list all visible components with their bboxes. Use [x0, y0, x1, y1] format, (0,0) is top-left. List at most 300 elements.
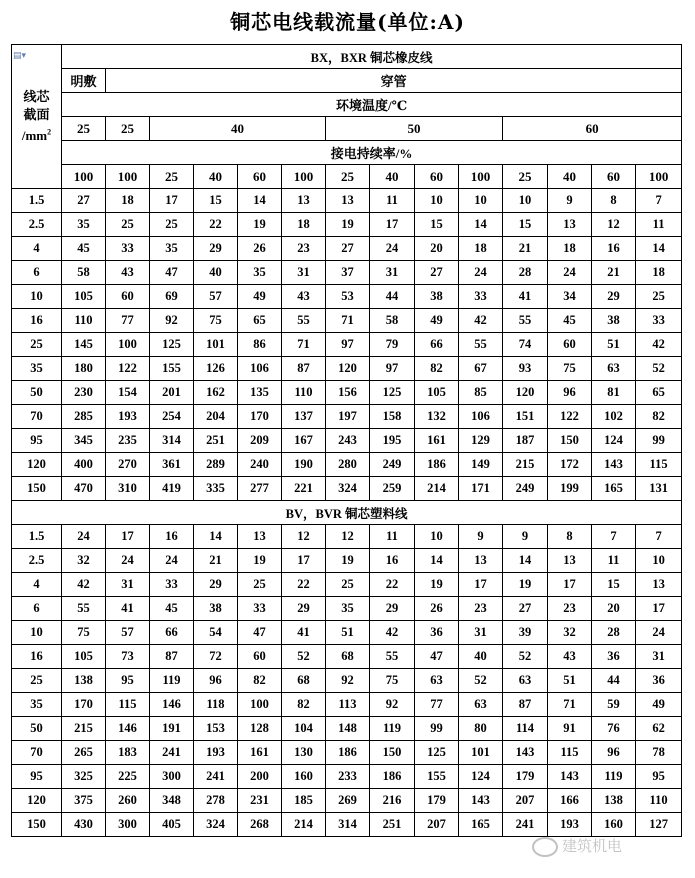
ampacity-cell: 26 [415, 597, 459, 621]
table-row [12, 213, 682, 237]
ampacity-cell: 143 [548, 765, 592, 789]
ampacity-cell: 193 [106, 405, 150, 429]
ampacity-cell: 60 [106, 285, 150, 309]
table-row [12, 477, 682, 501]
ampacity-cell: 269 [326, 789, 370, 813]
duty-value-cell: 25 [326, 165, 370, 189]
table-row [12, 285, 682, 309]
ampacity-cell: 160 [592, 813, 636, 837]
cross-section-cell: 120 [12, 453, 62, 477]
header-mingfu: 明敷 [62, 69, 106, 93]
ampacity-cell: 19 [238, 213, 282, 237]
table-row [12, 669, 682, 693]
ampacity-cell: 216 [370, 789, 415, 813]
ampacity-cell: 28 [503, 261, 548, 285]
ampacity-cell: 39 [503, 621, 548, 645]
ampacity-table [11, 44, 682, 837]
ampacity-cell: 143 [592, 453, 636, 477]
ampacity-cell: 69 [150, 285, 194, 309]
ampacity-cell: 18 [282, 213, 326, 237]
ampacity-cell: 21 [503, 237, 548, 261]
ampacity-cell: 17 [106, 525, 150, 549]
ampacity-cell: 42 [459, 309, 503, 333]
temp-cell: 40 [150, 117, 326, 141]
ampacity-cell: 25 [326, 573, 370, 597]
ampacity-cell: 35 [238, 261, 282, 285]
ampacity-cell: 124 [592, 429, 636, 453]
ampacity-cell: 36 [592, 645, 636, 669]
ampacity-cell: 100 [106, 333, 150, 357]
ampacity-cell: 32 [62, 549, 106, 573]
ampacity-cell: 66 [150, 621, 194, 645]
ampacity-cell: 18 [548, 237, 592, 261]
ampacity-cell: 150 [548, 429, 592, 453]
duty-value-cell: 25 [150, 165, 194, 189]
ampacity-cell: 24 [459, 261, 503, 285]
ampacity-cell: 17 [459, 573, 503, 597]
ampacity-cell: 32 [548, 621, 592, 645]
ampacity-cell: 215 [503, 453, 548, 477]
ampacity-cell: 135 [238, 381, 282, 405]
ampacity-cell: 77 [415, 693, 459, 717]
ampacity-cell: 9 [503, 525, 548, 549]
ampacity-cell: 92 [370, 693, 415, 717]
duty-value-cell: 60 [415, 165, 459, 189]
ampacity-cell: 16 [150, 525, 194, 549]
duty-value-cell: 100 [106, 165, 150, 189]
ampacity-cell: 300 [106, 813, 150, 837]
ampacity-cell: 49 [415, 309, 459, 333]
ampacity-cell: 151 [503, 405, 548, 429]
ampacity-cell: 119 [150, 669, 194, 693]
ampacity-cell: 45 [548, 309, 592, 333]
ampacity-cell: 170 [62, 693, 106, 717]
ampacity-cell: 105 [62, 645, 106, 669]
ampacity-cell: 14 [238, 189, 282, 213]
section-title-bx: BX，BXR 铜芯橡皮线 [62, 45, 682, 69]
table-row [12, 333, 682, 357]
ampacity-cell: 33 [459, 285, 503, 309]
ampacity-cell: 49 [238, 285, 282, 309]
ampacity-cell: 31 [459, 621, 503, 645]
page-title: 铜芯电线载流量(单位:A) [230, 10, 465, 34]
cross-section-cell: 35 [12, 693, 62, 717]
ampacity-cell: 77 [106, 309, 150, 333]
ampacity-cell: 110 [62, 309, 106, 333]
ampacity-cell: 10 [503, 189, 548, 213]
ampacity-cell: 118 [194, 693, 238, 717]
ampacity-cell: 221 [282, 477, 326, 501]
section-row-bv [12, 501, 682, 525]
ampacity-cell: 15 [415, 213, 459, 237]
ampacity-cell: 25 [106, 213, 150, 237]
ampacity-cell: 78 [636, 741, 682, 765]
ampacity-cell: 280 [326, 453, 370, 477]
ampacity-cell: 149 [459, 453, 503, 477]
ampacity-cell: 96 [592, 741, 636, 765]
ampacity-cell: 18 [636, 261, 682, 285]
ampacity-cell: 20 [415, 237, 459, 261]
ampacity-cell: 22 [282, 573, 326, 597]
ampacity-cell: 58 [370, 309, 415, 333]
ampacity-cell: 155 [415, 765, 459, 789]
ampacity-cell: 419 [150, 477, 194, 501]
ampacity-cell: 71 [548, 693, 592, 717]
ampacity-cell: 28 [592, 621, 636, 645]
ampacity-cell: 156 [326, 381, 370, 405]
ampacity-cell: 97 [326, 333, 370, 357]
ampacity-cell: 16 [592, 237, 636, 261]
ampacity-cell: 17 [548, 573, 592, 597]
ampacity-cell: 15 [194, 189, 238, 213]
ampacity-cell: 65 [238, 309, 282, 333]
ampacity-cell: 52 [459, 669, 503, 693]
ampacity-cell: 314 [326, 813, 370, 837]
ampacity-cell: 125 [370, 381, 415, 405]
ampacity-cell: 124 [459, 765, 503, 789]
cross-section-cell: 2.5 [12, 549, 62, 573]
ampacity-cell: 102 [592, 405, 636, 429]
ampacity-cell: 58 [62, 261, 106, 285]
ampacity-cell: 75 [548, 357, 592, 381]
ampacity-cell: 260 [106, 789, 150, 813]
ampacity-cell: 11 [370, 189, 415, 213]
table-row [12, 717, 682, 741]
ampacity-cell: 154 [106, 381, 150, 405]
ampacity-cell: 53 [326, 285, 370, 309]
table-row [12, 573, 682, 597]
ampacity-cell: 119 [370, 717, 415, 741]
ampacity-cell: 80 [459, 717, 503, 741]
cross-section-cell: 50 [12, 717, 62, 741]
ampacity-cell: 122 [106, 357, 150, 381]
ampacity-cell: 38 [194, 597, 238, 621]
table-row [12, 261, 682, 285]
ampacity-cell: 22 [370, 573, 415, 597]
ampacity-cell: 166 [548, 789, 592, 813]
ampacity-cell: 62 [636, 717, 682, 741]
cross-section-cell: 35 [12, 357, 62, 381]
ampacity-cell: 335 [194, 477, 238, 501]
ampacity-cell: 18 [459, 237, 503, 261]
ampacity-cell: 160 [282, 765, 326, 789]
ampacity-cell: 81 [592, 381, 636, 405]
table-row [12, 693, 682, 717]
table-row [12, 789, 682, 813]
cross-section-cell: 10 [12, 285, 62, 309]
ampacity-cell: 17 [150, 189, 194, 213]
ampacity-cell: 47 [238, 621, 282, 645]
ampacity-cell: 105 [62, 285, 106, 309]
ampacity-cell: 75 [62, 621, 106, 645]
ampacity-cell: 270 [106, 453, 150, 477]
ampacity-cell: 310 [106, 477, 150, 501]
ampacity-cell: 19 [503, 573, 548, 597]
ampacity-cell: 268 [238, 813, 282, 837]
ampacity-cell: 51 [592, 333, 636, 357]
ampacity-cell: 63 [592, 357, 636, 381]
ampacity-cell: 191 [150, 717, 194, 741]
watermark [532, 835, 622, 857]
ampacity-cell: 165 [592, 477, 636, 501]
ampacity-cell: 45 [62, 237, 106, 261]
ampacity-cell: 249 [503, 477, 548, 501]
ampacity-cell: 92 [326, 669, 370, 693]
cross-section-cell: 16 [12, 309, 62, 333]
ampacity-cell: 10 [415, 525, 459, 549]
ampacity-cell: 12 [326, 525, 370, 549]
ampacity-cell: 74 [503, 333, 548, 357]
ampacity-cell: 57 [106, 621, 150, 645]
ampacity-cell: 99 [636, 429, 682, 453]
ampacity-cell: 29 [592, 285, 636, 309]
ampacity-cell: 180 [62, 357, 106, 381]
ampacity-cell: 66 [415, 333, 459, 357]
table-row [12, 813, 682, 837]
duty-values-row [12, 165, 682, 189]
ampacity-cell: 35 [150, 237, 194, 261]
ampacity-cell: 300 [150, 765, 194, 789]
ampacity-cell: 200 [238, 765, 282, 789]
ampacity-cell: 86 [238, 333, 282, 357]
ampacity-cell: 233 [326, 765, 370, 789]
ampacity-cell: 35 [326, 597, 370, 621]
ampacity-cell: 11 [370, 525, 415, 549]
ampacity-cell: 24 [62, 525, 106, 549]
ampacity-cell: 127 [636, 813, 682, 837]
ampacity-cell: 129 [459, 429, 503, 453]
duty-value-cell: 100 [282, 165, 326, 189]
ampacity-cell: 51 [548, 669, 592, 693]
ampacity-cell: 47 [150, 261, 194, 285]
ampacity-cell: 158 [370, 405, 415, 429]
ampacity-cell: 114 [503, 717, 548, 741]
corner-label-section: 截面 [23, 106, 50, 122]
ampacity-cell: 324 [194, 813, 238, 837]
ampacity-cell: 19 [238, 549, 282, 573]
ampacity-cell: 44 [592, 669, 636, 693]
ampacity-cell: 199 [548, 477, 592, 501]
ampacity-cell: 33 [106, 237, 150, 261]
ampacity-cell: 14 [194, 525, 238, 549]
table-row [12, 429, 682, 453]
ampacity-cell: 249 [370, 453, 415, 477]
ampacity-cell: 35 [62, 213, 106, 237]
ampacity-cell: 153 [194, 717, 238, 741]
ampacity-cell: 14 [459, 213, 503, 237]
ampacity-cell: 18 [106, 189, 150, 213]
ampacity-cell: 63 [415, 669, 459, 693]
ampacity-cell: 82 [238, 669, 282, 693]
ampacity-cell: 17 [282, 549, 326, 573]
ampacity-cell: 190 [282, 453, 326, 477]
duty-value-cell: 40 [370, 165, 415, 189]
ampacity-cell: 16 [370, 549, 415, 573]
ampacity-cell: 97 [370, 357, 415, 381]
ampacity-cell: 23 [548, 597, 592, 621]
ampacity-cell: 25 [150, 213, 194, 237]
ampacity-cell: 24 [548, 261, 592, 285]
cross-section-cell: 4 [12, 237, 62, 261]
ampacity-cell: 155 [150, 357, 194, 381]
ampacity-cell: 31 [370, 261, 415, 285]
ampacity-cell: 82 [636, 405, 682, 429]
ampacity-cell: 138 [592, 789, 636, 813]
ampacity-cell: 405 [150, 813, 194, 837]
ampacity-cell: 201 [150, 381, 194, 405]
ampacity-cell: 27 [503, 597, 548, 621]
ampacity-cell: 185 [282, 789, 326, 813]
table-row [12, 189, 682, 213]
duty-value-cell: 100 [636, 165, 682, 189]
ampacity-cell: 345 [62, 429, 106, 453]
ampacity-cell: 179 [415, 789, 459, 813]
ampacity-cell: 195 [370, 429, 415, 453]
ampacity-cell: 240 [238, 453, 282, 477]
ampacity-cell: 171 [459, 477, 503, 501]
ampacity-cell: 29 [282, 597, 326, 621]
table-row [12, 597, 682, 621]
ampacity-cell: 179 [503, 765, 548, 789]
ampacity-cell: 52 [282, 645, 326, 669]
ampacity-cell: 278 [194, 789, 238, 813]
ampacity-cell: 33 [238, 597, 282, 621]
ampacity-cell: 193 [548, 813, 592, 837]
ampacity-cell: 120 [503, 381, 548, 405]
table-handle-icon[interactable]: ▤▾ [13, 50, 27, 60]
ampacity-cell: 231 [238, 789, 282, 813]
ampacity-cell: 13 [238, 525, 282, 549]
ampacity-cell: 186 [326, 741, 370, 765]
ampacity-cell: 10 [459, 189, 503, 213]
ampacity-cell: 348 [150, 789, 194, 813]
ampacity-cell: 100 [238, 693, 282, 717]
ampacity-cell: 241 [194, 765, 238, 789]
ampacity-cell: 26 [238, 237, 282, 261]
duty-value-cell: 25 [503, 165, 548, 189]
ampacity-cell: 14 [503, 549, 548, 573]
ampacity-cell: 19 [415, 573, 459, 597]
ampacity-cell: 161 [238, 741, 282, 765]
ampacity-cell: 7 [592, 525, 636, 549]
ampacity-cell: 113 [326, 693, 370, 717]
ampacity-cell: 24 [370, 237, 415, 261]
ampacity-cell: 27 [326, 237, 370, 261]
cross-section-cell: 70 [12, 405, 62, 429]
cross-section-cell: 1.5 [12, 525, 62, 549]
duty-value-cell: 40 [548, 165, 592, 189]
ampacity-cell: 14 [636, 237, 682, 261]
ampacity-cell: 138 [62, 669, 106, 693]
ampacity-cell: 400 [62, 453, 106, 477]
ampacity-cell: 104 [282, 717, 326, 741]
wechat-logo-icon [532, 837, 558, 857]
cross-section-cell: 120 [12, 789, 62, 813]
ampacity-cell: 214 [415, 477, 459, 501]
ampacity-cell: 24 [636, 621, 682, 645]
ampacity-cell: 85 [459, 381, 503, 405]
ampacity-cell: 95 [636, 765, 682, 789]
ampacity-cell: 29 [194, 237, 238, 261]
ampacity-cell: 29 [194, 573, 238, 597]
ampacity-cell: 110 [282, 381, 326, 405]
ampacity-cell: 12 [282, 525, 326, 549]
ampacity-cell: 161 [415, 429, 459, 453]
ampacity-cell: 82 [282, 693, 326, 717]
ampacity-cell: 106 [238, 357, 282, 381]
ampacity-cell: 23 [282, 237, 326, 261]
ampacity-cell: 259 [370, 477, 415, 501]
ampacity-cell: 13 [548, 213, 592, 237]
ampacity-cell: 22 [194, 213, 238, 237]
cross-section-header [12, 45, 62, 189]
ampacity-cell: 96 [548, 381, 592, 405]
temp-cell: 25 [62, 117, 106, 141]
ampacity-cell: 167 [282, 429, 326, 453]
ampacity-cell: 106 [459, 405, 503, 429]
ampacity-cell: 31 [106, 573, 150, 597]
ampacity-cell: 197 [326, 405, 370, 429]
ampacity-cell: 45 [150, 597, 194, 621]
ampacity-cell: 162 [194, 381, 238, 405]
ampacity-cell: 95 [106, 669, 150, 693]
ampacity-cell: 87 [282, 357, 326, 381]
ampacity-cell: 132 [415, 405, 459, 429]
duty-value-cell: 100 [62, 165, 106, 189]
ampacity-cell: 44 [370, 285, 415, 309]
ampacity-cell: 76 [592, 717, 636, 741]
duty-value-cell: 100 [459, 165, 503, 189]
ampacity-cell: 150 [370, 741, 415, 765]
section-title-bv: BV，BVR 铜芯塑料线 [12, 501, 682, 525]
ampacity-cell: 470 [62, 477, 106, 501]
ampacity-cell: 67 [459, 357, 503, 381]
ampacity-cell: 31 [636, 645, 682, 669]
cross-section-cell: 1.5 [12, 189, 62, 213]
ampacity-cell: 119 [592, 765, 636, 789]
ampacity-cell: 137 [282, 405, 326, 429]
watermark-text: 建筑机电 [562, 837, 623, 855]
header-chuanguan: 穿管 [106, 69, 682, 93]
ampacity-cell: 277 [238, 477, 282, 501]
ampacity-cell: 207 [415, 813, 459, 837]
ampacity-cell: 8 [548, 525, 592, 549]
ampacity-cell: 68 [282, 669, 326, 693]
ampacity-cell: 15 [592, 573, 636, 597]
ampacity-cell: 10 [415, 189, 459, 213]
ampacity-cell: 101 [194, 333, 238, 357]
ampacity-cell: 68 [326, 645, 370, 669]
ampacity-cell: 40 [459, 645, 503, 669]
ampacity-cell: 130 [282, 741, 326, 765]
ampacity-cell: 11 [636, 213, 682, 237]
ampacity-cell: 193 [194, 741, 238, 765]
ampacity-cell: 92 [150, 309, 194, 333]
ampacity-cell: 120 [326, 357, 370, 381]
ampacity-cell: 10 [636, 549, 682, 573]
ampacity-cell: 59 [592, 693, 636, 717]
ampacity-cell: 38 [592, 309, 636, 333]
cross-section-cell: 6 [12, 261, 62, 285]
ampacity-cell: 430 [62, 813, 106, 837]
ampacity-cell: 55 [62, 597, 106, 621]
ampacity-cell: 99 [415, 717, 459, 741]
ampacity-cell: 91 [548, 717, 592, 741]
table-row [12, 549, 682, 573]
ampacity-cell: 27 [62, 189, 106, 213]
ampacity-cell: 14 [415, 549, 459, 573]
ampacity-cell: 143 [459, 789, 503, 813]
